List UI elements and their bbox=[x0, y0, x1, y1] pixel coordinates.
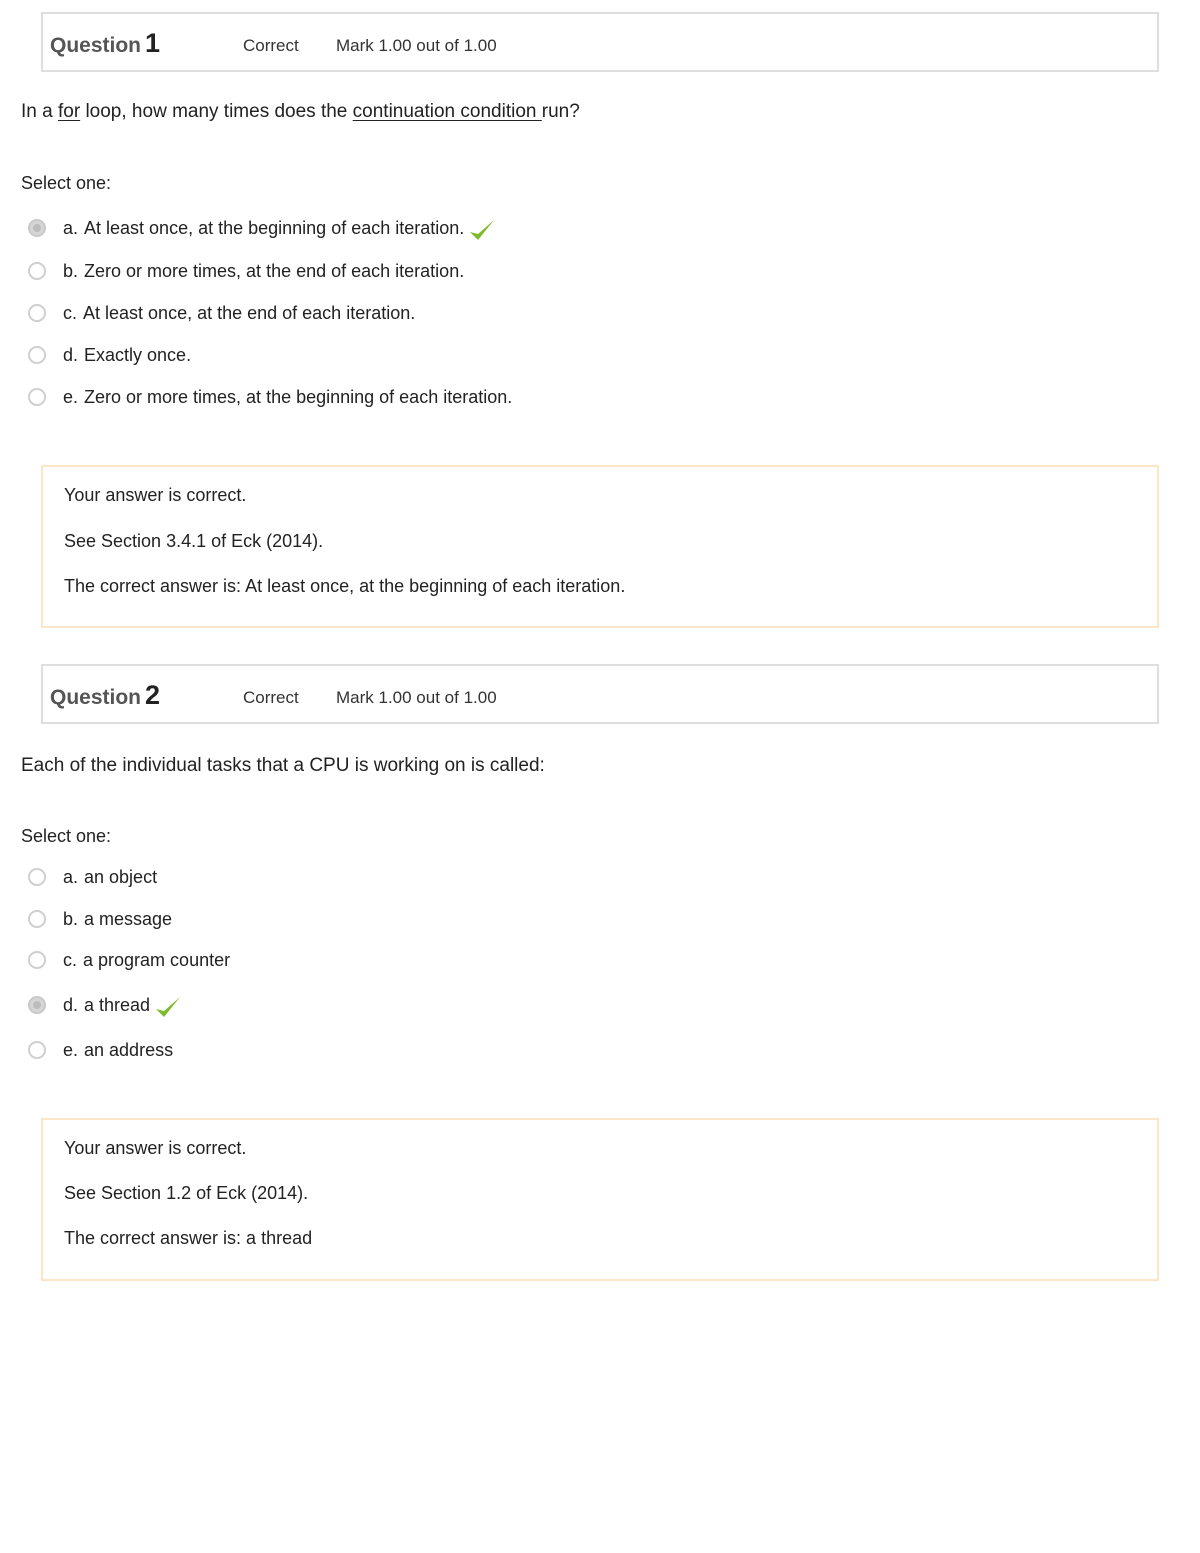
question-2-feedback bbox=[41, 1118, 1159, 1281]
question-text-part: In a bbox=[21, 101, 58, 122]
question-state: Correct bbox=[243, 688, 299, 707]
option-text: an object bbox=[84, 866, 158, 887]
question-text-part: loop, how many times does the bbox=[80, 101, 353, 122]
question-number: 1 bbox=[145, 28, 161, 58]
question-grade: Mark 1.00 out of 1.00 bbox=[336, 36, 497, 55]
answer-option-d[interactable] bbox=[28, 990, 182, 1020]
radio-button[interactable] bbox=[28, 262, 46, 280]
question-number: 2 bbox=[145, 680, 161, 710]
question-1-header bbox=[41, 12, 1159, 72]
option-text: At least once, at the beginning of each iteration. bbox=[84, 217, 465, 238]
feedback-reference: See Section 3.4.1 of Eck (2014). bbox=[64, 531, 324, 551]
answer-option-e[interactable] bbox=[28, 382, 512, 412]
option-letter: b. bbox=[63, 260, 79, 281]
radio-button[interactable] bbox=[28, 1041, 46, 1059]
answer-option-e[interactable] bbox=[28, 1035, 173, 1065]
radio-button[interactable] bbox=[28, 219, 46, 237]
question-text-underlined: continuation condition bbox=[352, 101, 542, 122]
option-letter: e. bbox=[63, 386, 79, 407]
option-text: Zero or more times, at the beginning of each iteration. bbox=[84, 386, 513, 407]
question-info bbox=[41, 664, 1159, 724]
answer-option-c[interactable] bbox=[28, 945, 230, 975]
answer-option-b[interactable] bbox=[28, 256, 464, 286]
feedback-right-answer: The correct answer is: At least once, at the beginning of each iteration. bbox=[64, 576, 626, 596]
option-text: Zero or more times, at the end of each iteration. bbox=[84, 260, 465, 281]
option-letter: c. bbox=[63, 302, 78, 323]
answer-option-b[interactable] bbox=[28, 904, 172, 934]
question-text-underlined: for bbox=[57, 101, 81, 122]
question-title bbox=[50, 28, 160, 59]
question-info bbox=[41, 12, 1159, 72]
question-2-header bbox=[41, 664, 1159, 724]
option-letter: d. bbox=[63, 994, 79, 1015]
radio-button[interactable] bbox=[28, 996, 46, 1014]
question-1-text bbox=[21, 101, 580, 123]
check-icon bbox=[154, 995, 182, 1026]
option-letter: b. bbox=[63, 908, 79, 929]
option-text: a program counter bbox=[83, 949, 231, 970]
option-text: a thread bbox=[84, 994, 151, 1015]
question-1-feedback bbox=[41, 465, 1159, 628]
question-text-part: run? bbox=[541, 101, 580, 122]
answer-option-d[interactable] bbox=[28, 340, 191, 370]
feedback-right-answer: The correct answer is: a thread bbox=[64, 1228, 313, 1248]
feedback-status: Your answer is correct. bbox=[64, 1138, 247, 1158]
radio-button[interactable] bbox=[28, 304, 46, 322]
answer-option-a[interactable] bbox=[28, 213, 496, 243]
option-text: Exactly once. bbox=[84, 344, 192, 365]
question-label: Question bbox=[50, 686, 142, 709]
option-text: a message bbox=[84, 908, 173, 929]
radio-button[interactable] bbox=[28, 951, 46, 969]
feedback-status: Your answer is correct. bbox=[64, 485, 247, 505]
option-letter: a. bbox=[63, 217, 79, 238]
question-state: Correct bbox=[243, 36, 299, 55]
feedback-reference: See Section 1.2 of Eck (2014). bbox=[64, 1183, 309, 1203]
question-label: Question bbox=[50, 34, 142, 57]
check-icon bbox=[468, 218, 496, 249]
select-one-prompt: Select one: bbox=[21, 173, 112, 193]
select-one-prompt: Select one: bbox=[21, 826, 112, 846]
option-text: At least once, at the end of each iteration. bbox=[83, 302, 416, 323]
radio-button[interactable] bbox=[28, 388, 46, 406]
question-2-text: Each of the individual tasks that a CPU is working on is called: bbox=[21, 755, 545, 776]
question-grade: Mark 1.00 out of 1.00 bbox=[336, 688, 497, 707]
answer-option-c[interactable] bbox=[28, 298, 415, 328]
radio-button[interactable] bbox=[28, 346, 46, 364]
radio-button[interactable] bbox=[28, 868, 46, 886]
option-letter: a. bbox=[63, 866, 79, 887]
option-letter: e. bbox=[63, 1039, 79, 1060]
answer-option-a[interactable] bbox=[28, 862, 157, 892]
option-letter: d. bbox=[63, 344, 79, 365]
radio-button[interactable] bbox=[28, 910, 46, 928]
option-letter: c. bbox=[63, 949, 78, 970]
question-title bbox=[50, 680, 160, 711]
option-text: an address bbox=[84, 1039, 174, 1060]
